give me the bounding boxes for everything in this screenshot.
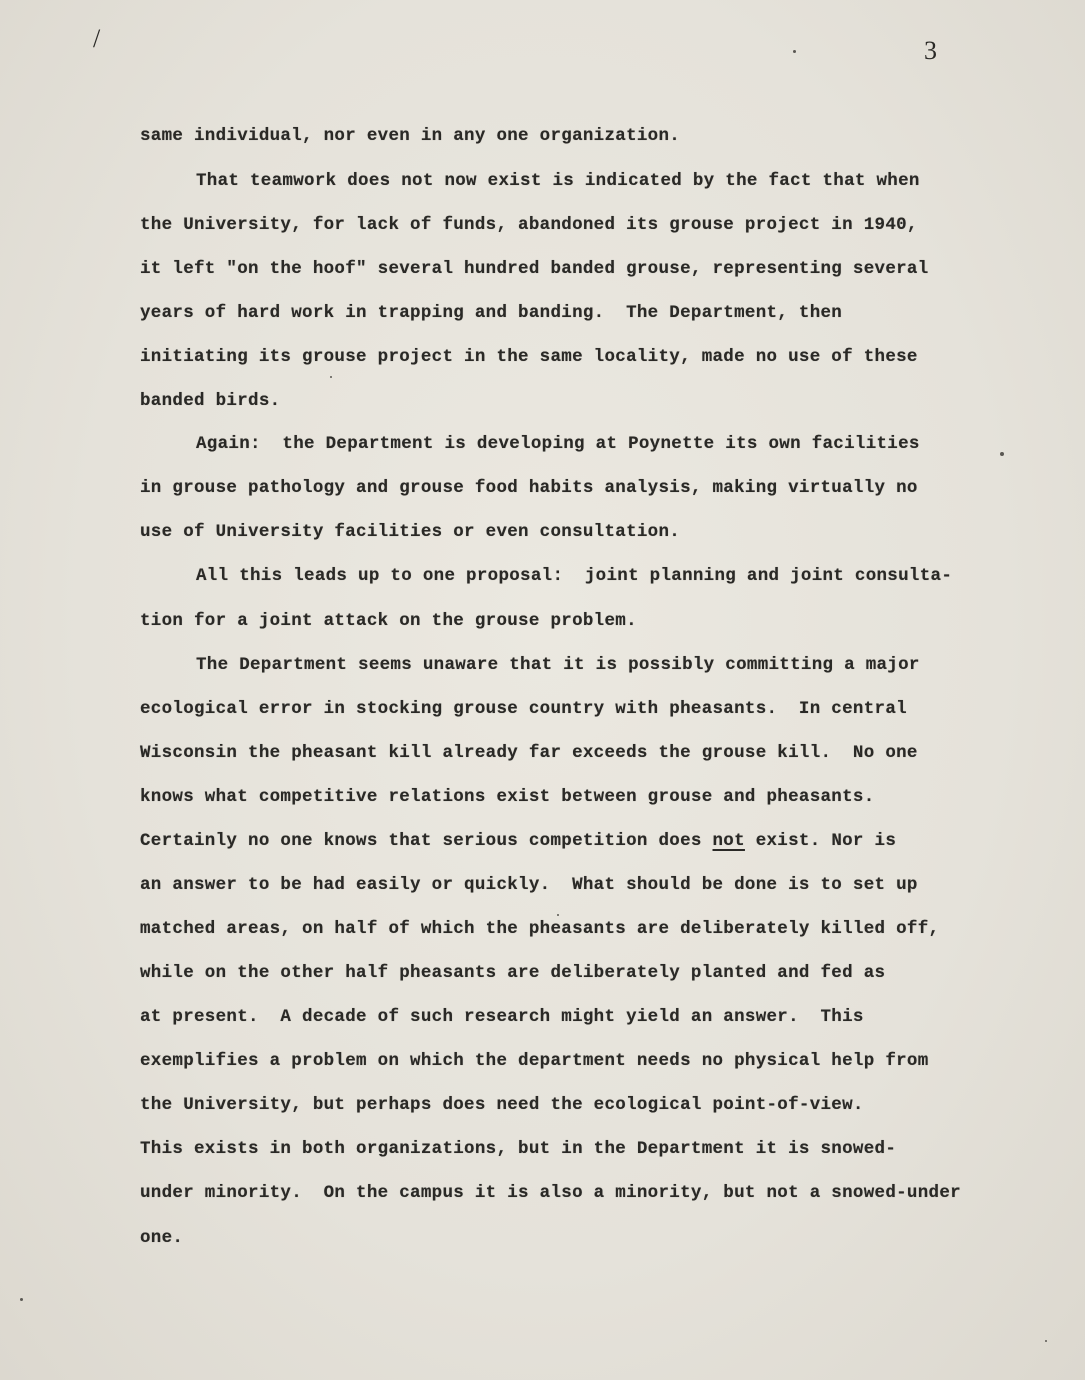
text-line-emphasis [140,830,896,852]
text-line: one. [140,1228,184,1248]
paper-speck [330,376,332,378]
text-line: That teamwork does not now exist is indicated by the fact that when [196,171,920,191]
text-line: banded birds. [140,391,281,411]
text-line: years of hard work in trapping and banding. The Department, then [140,303,843,323]
text-line: initiating its grouse project in the same locality, made no use of these [140,347,918,367]
underlined-word: not [712,831,745,851]
text-line: matched areas, on half of which the pheasants are deliberately killed off, [140,919,940,939]
paper-speck [793,50,796,53]
text-line: in grouse pathology and grouse food habits analysis, making virtually no [140,478,918,498]
text-line: while on the other half pheasants are deliberately planted and fed as [140,963,886,983]
text-line: it left "on the hoof" several hundred banded grouse, representing several [140,259,929,279]
corner-mark: / [93,24,101,53]
text-line: This exists in both organizations, but in the Department it is snowed- [140,1139,897,1159]
paper-speck [20,1298,23,1301]
text-line: same individual, nor even in any one organization. [140,126,681,146]
text-line: use of University facilities or even consultation. [140,522,681,542]
text-line: Again: the Department is developing at Poynette its own facilities [196,434,920,454]
text-segment: Certainly no one knows that serious competition does [140,831,713,851]
paper-speck [1045,1340,1047,1342]
page-number: 3 [924,36,937,65]
text-segment: exist. Nor is [744,831,897,851]
text-line: The Department seems unaware that it is possibly committing a major [196,655,920,675]
text-line: ecological error in stocking grouse country with pheasants. In central [140,699,907,719]
text-line: knows what competitive relations exist between grouse and pheasants. [140,787,875,807]
paper-speck [1000,452,1004,456]
text-line: the University, but perhaps does need the ecological point-of-view. [140,1095,864,1115]
text-line: exemplifies a problem on which the department needs no physical help from [140,1051,929,1071]
text-line: under minority. On the campus it is also a minority, but not a snowed-under [140,1183,961,1203]
text-line: an answer to be had easily or quickly. What should be done is to set up [140,875,918,895]
text-line: at present. A decade of such research might yield an answer. This [140,1007,864,1027]
text-line: the University, for lack of funds, abandoned its grouse project in 1940, [140,215,918,235]
text-line: Wisconsin the pheasant kill already far exceeds the grouse kill. No one [140,743,918,763]
text-line: All this leads up to one proposal: joint planning and joint consulta- [196,566,953,586]
text-line: tion for a joint attack on the grouse problem. [140,611,637,631]
paper-speck [557,914,559,916]
